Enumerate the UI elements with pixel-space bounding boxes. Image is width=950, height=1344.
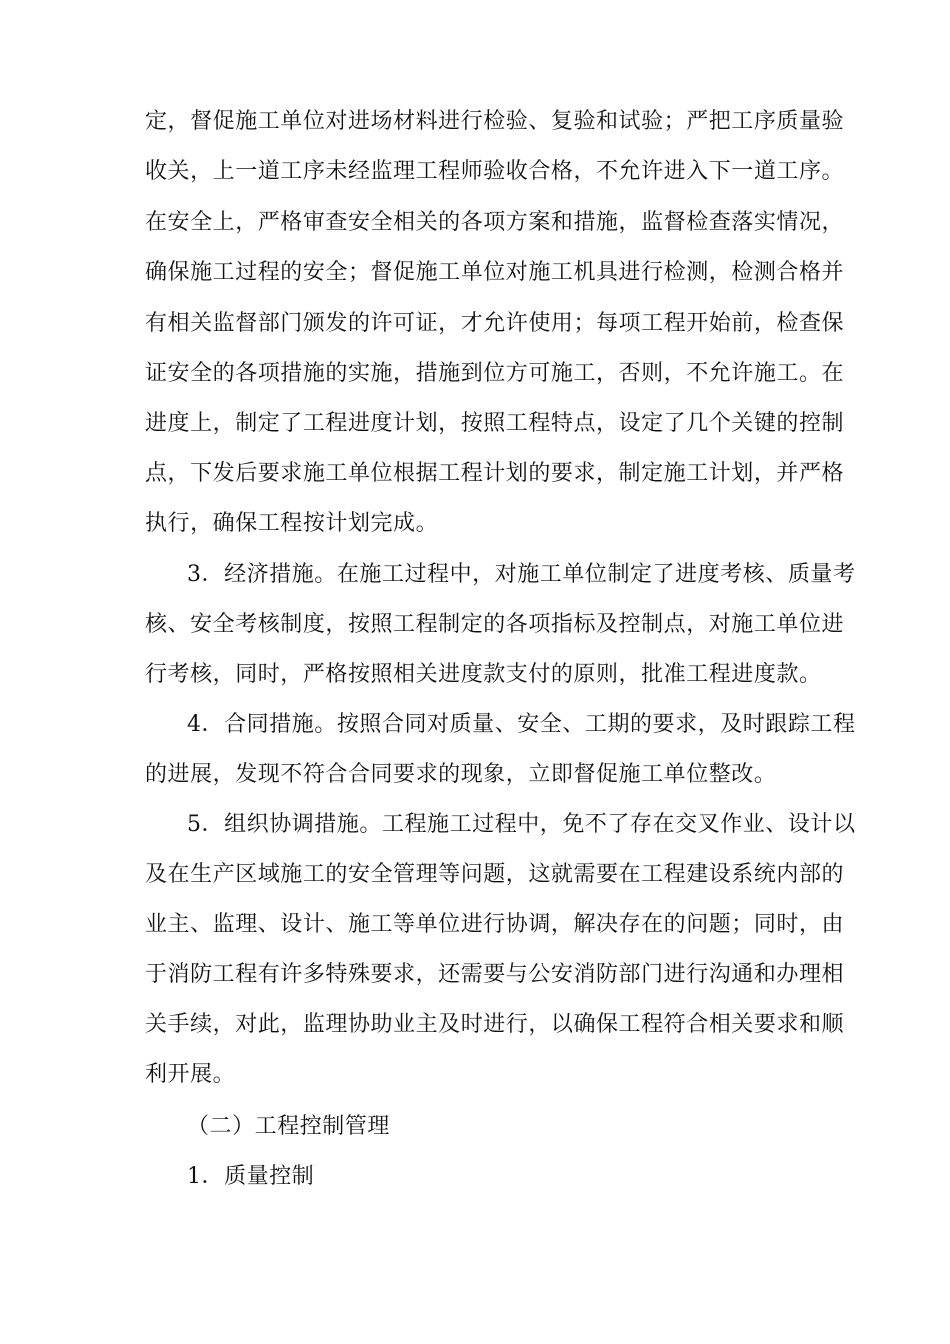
body-text-line: 定，督促施工单位对进场材料进行检验、复验和试验；严把工序质量验	[145, 109, 845, 134]
numbered-paragraph-line: 4．合同措施。按照合同对质量、安全、工期的要求，及时跟踪工程	[187, 712, 856, 737]
body-text-line: 有相关监督部门颁发的许可证，才允许使用；每项工程开始前，检查保	[145, 311, 845, 336]
body-text-line: 业主、监理、设计、施工等单位进行协调，解决存在的问题；同时，由	[145, 912, 845, 937]
section-heading: （二）工程控制管理	[187, 1114, 390, 1139]
numbered-paragraph-line: 5．组织协调措施。工程施工过程中，免不了存在交叉作业、设计以	[187, 812, 856, 837]
body-text-line: 关手续，对此，监理协助业主及时进行，以确保工程符合相关要求和顺	[145, 1012, 845, 1037]
body-text-line: 的进展，发现不符合合同要求的现象，立即督促施工单位整改。	[145, 762, 777, 787]
subsection-heading: 1．质量控制	[187, 1164, 315, 1189]
body-text-line: 收关，上一道工序未经监理工程师验收合格，不允许进入下一道工序。	[145, 159, 845, 184]
numbered-paragraph-line: 3．经济措施。在施工过程中，对施工单位制定了进度考核、质量考	[187, 562, 856, 587]
body-text-line: 核、安全考核制度，按照工程制定的各项指标及控制点，对施工单位进	[145, 612, 845, 637]
body-text-line: 执行，确保工程按计划完成。	[145, 511, 439, 536]
body-text-line: 点，下发后要求施工单位根据工程计划的要求，制定施工计划，并严格	[145, 461, 845, 486]
body-text-line: 于消防工程有许多特殊要求，还需要与公安消防部门进行沟通和办理相	[145, 962, 845, 987]
body-text-line: 在安全上，严格审查安全相关的各项方案和措施，监督检查落实情况，	[145, 210, 845, 235]
body-text-line: 证安全的各项措施的实施，措施到位方可施工，否则，不允许施工。在	[145, 361, 845, 386]
body-text-line: 行考核，同时，严格按照相关进度款支付的原则，批准工程进度款。	[145, 662, 822, 687]
body-text-line: 进度上，制定了工程进度计划，按照工程特点，设定了几个关键的控制	[145, 411, 845, 436]
body-text-line: 利开展。	[145, 1062, 236, 1087]
body-text-line: 确保施工过程的安全；督促施工单位对施工机具进行检测，检测合格并	[145, 260, 845, 285]
body-text-line: 及在生产区域施工的安全管理等问题，这就需要在工程建设系统内部的	[145, 862, 845, 887]
